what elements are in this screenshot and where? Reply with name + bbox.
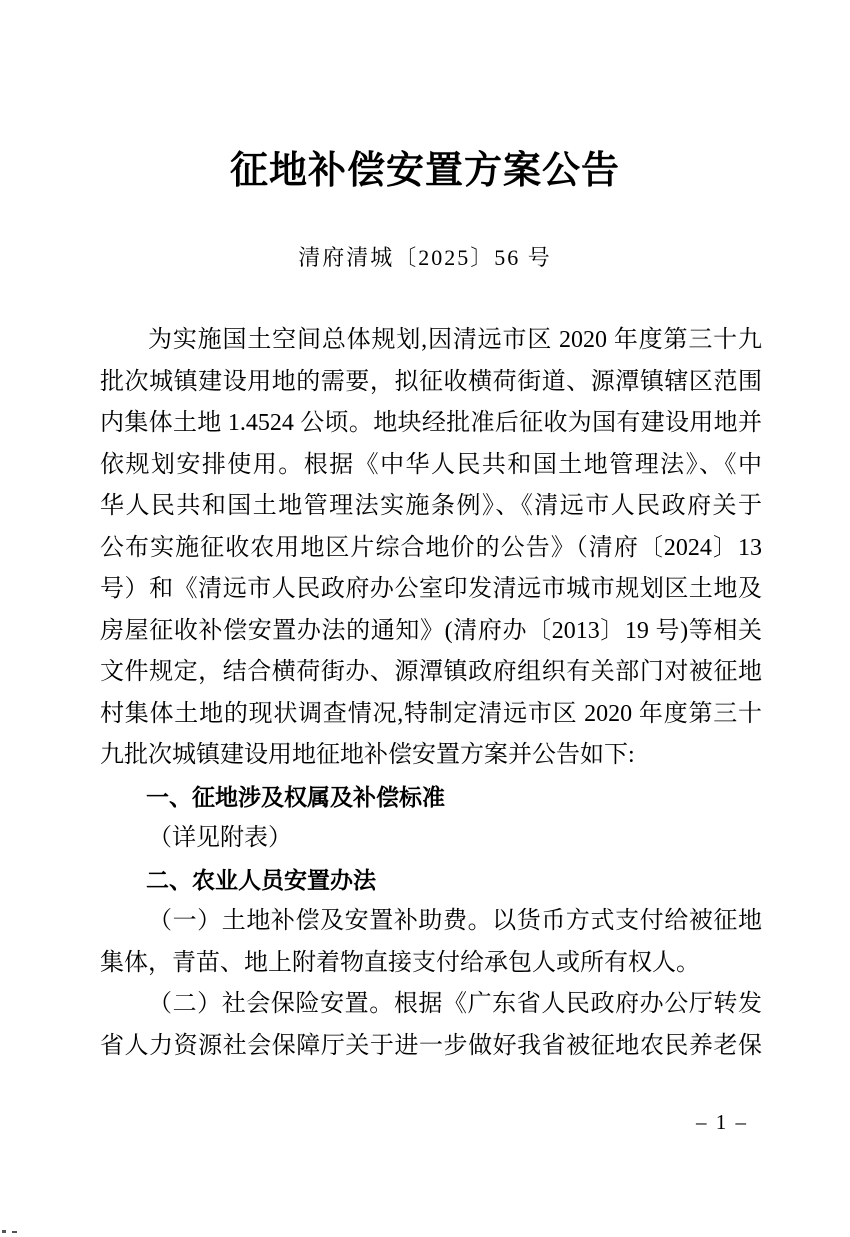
scan-speck — [2, 1230, 6, 1233]
document-title: 征地补偿安置方案公告 — [229, 150, 620, 192]
section-2-heading: 二、农业人员安置办法 — [146, 866, 376, 893]
body-line: 公布实施征收农用地区片综合地价的公告》（清府〔2024〕13 — [100, 534, 762, 561]
body-line: （二）社会保险安置。根据《广东省人民政府办公厅转发 — [148, 991, 762, 1017]
body-line: 房屋征收补偿安置办法的通知》(清府办〔2013〕19 号)等相关 — [100, 617, 762, 644]
body-line: 内集体土地 1.4524 公顷。地块经批准后征收为国有建设用地并 — [100, 410, 762, 436]
page-number: – 1 – — [696, 1110, 748, 1134]
body-line: 九批次城镇建设用地征地补偿安置方案并公告如下: — [100, 742, 635, 768]
body-line: 村集体土地的现状调查情况,特制定清远市区 2020 年度第三十 — [100, 700, 762, 727]
body-line: 省人力资源社会保障厅关于进一步做好我省被征地农民养老保 — [100, 1032, 762, 1059]
section-1-heading: 一、征地涉及权属及补偿标准 — [146, 783, 445, 810]
document-number: 清府清城〔2025〕56 号 — [298, 245, 552, 270]
body-line: （详见附表） — [148, 825, 292, 851]
scan-speck — [12, 1231, 17, 1233]
document-body — [100, 320, 762, 1067]
body-line: 文件规定，结合横荷街办、源潭镇政府组织有关部门对被征地 — [100, 659, 762, 685]
body-line: 为实施国土空间总体规划,因清远市区 2020 年度第三十九 — [148, 327, 762, 353]
body-line: 批次城镇建设用地的需要，拟征收横荷街道、源潭镇辖区范围 — [100, 368, 762, 395]
body-line: 依规划安排使用。根据《中华人民共和国土地管理法》、《中 — [100, 451, 762, 478]
body-line: 号）和《清远市人民政府办公室印发清远市城市规划区土地及 — [100, 576, 762, 602]
body-line: 集体，青苗、地上附着物直接支付给承包人或所有权人。 — [100, 949, 700, 976]
body-line: （一）土地补偿及安置补助费。以货币方式支付给被征地 — [148, 908, 762, 934]
body-line: 华人民共和国土地管理法实施条例》、《清远市人民政府关于 — [100, 493, 762, 519]
